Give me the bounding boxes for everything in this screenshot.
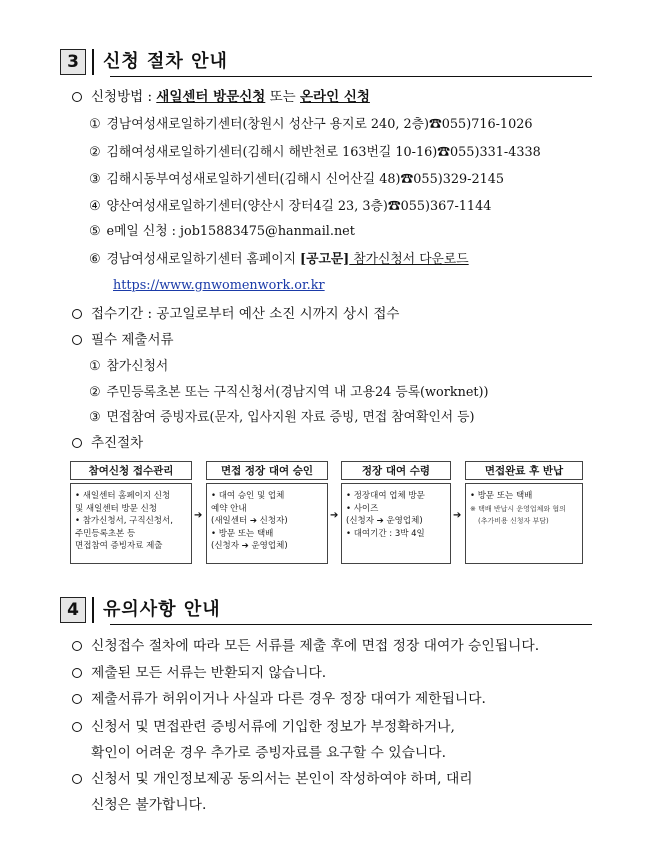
center-2: ② 김해여성새로일하기센터(김해시 해반천로 163번길 10-16)☎055)331-4338 [89, 145, 541, 160]
section-rule [110, 624, 592, 625]
flow-step-1-body: • 새일센터 홈페이지 신청 및 새일센터 방문 신청 • 참가신청서, 구직신청서, 주민등록초본 등 면접참여 증빙자료 제출 [70, 483, 192, 564]
homepage-link[interactable]: https://www.gnwomenwork.or.kr [113, 278, 325, 293]
flow-step-2-head: 면접 정장 대여 승인 [206, 461, 328, 480]
homepage-apply: ⑥ 경남여성새로일하기센터 홈페이지 [공고문] 참가신청서 다운로드 [89, 252, 469, 267]
circle-bullet-icon [72, 668, 82, 678]
docs-title: 필수 제출서류 [72, 330, 174, 350]
section-title: 신청 절차 안내 [103, 51, 228, 72]
notice-2: 제출된 모든 서류는 반환되지 않습니다. [72, 662, 326, 684]
notice-1: 신청접수 절차에 따라 모든 서류를 제출 후에 면접 정장 대여가 승인됩니다. [72, 635, 539, 657]
flow-arrow-icon: ➔ [194, 510, 203, 521]
section-3-header [60, 49, 590, 75]
apply-method [72, 87, 370, 107]
circle-bullet-icon [72, 722, 82, 732]
method-or: 또는 [265, 89, 300, 105]
period: 접수기간 : 공고일로부터 예산 소진 시까지 상시 접수 [72, 304, 399, 324]
method-visit: 새일센터 방문신청 [156, 89, 266, 105]
flow-arrow-icon: ➔ [330, 510, 339, 521]
section-number: 4 [60, 597, 86, 623]
email-apply: ⑤ e메일 신청 : job15883475@hanmail.net [89, 224, 355, 239]
flow-step-4-body: • 방문 또는 택배 ※ 택배 반납시 운영업체와 협의 (추가비용 신청자 부담) [465, 483, 583, 564]
process-title: 추진절차 [72, 433, 143, 453]
circle-bullet-icon [72, 694, 82, 704]
circle-bullet-icon [72, 309, 82, 319]
flow-step-2-body: • 대여 승인 및 업체 예약 안내 (새일센터 ➔ 신청자) • 방문 또는 택배 (신청자 ➔ 운영업체) [206, 483, 328, 564]
circle-bullet-icon [72, 438, 82, 448]
center-1: ① 경남여성새로일하기센터(창원시 성산구 용지로 240, 2층)☎055)716-1026 [89, 117, 533, 132]
section-4-header [60, 597, 590, 623]
circle-bullet-icon [72, 92, 82, 102]
flow-step-4-head: 면접완료 후 반납 [465, 461, 583, 480]
flow-step-3-body: • 정장대여 업체 방문 • 사이즈 (신청자 ➔ 운영업체) • 대여기간 : 3박 4일 [341, 483, 451, 564]
circle-bullet-icon [72, 774, 82, 784]
notice-4: 신청서 및 면접관련 증빙서류에 기입한 정보가 부정확하거나, 확인이 어려운 경우 추가로 증빙자료를 요구할 수 있습니다. [72, 714, 455, 766]
doc-2: ② 주민등록초본 또는 구직신청서(경남지역 내 고용24 등록(worknet)) [89, 385, 489, 400]
doc-3: ③ 면접참여 증빙자료(문자, 입사지원 자료 증빙, 면접 참여확인서 등) [89, 410, 475, 425]
notice-3: 제출서류가 허위이거나 사실과 다른 경우 정장 대여가 제한됩니다. [72, 688, 486, 710]
section-title: 유의사항 안내 [103, 599, 221, 620]
section-rule [110, 76, 592, 77]
circle-bullet-icon [72, 335, 82, 345]
center-4: ④ 양산여성새로일하기센터(양산시 장터4길 23, 3층)☎055)367-1144 [89, 199, 492, 214]
notice-5: 신청서 및 개인정보제공 동의서는 본인이 작성하여야 하며, 대리 신청은 불가합니다. [72, 766, 473, 818]
divider [92, 597, 94, 623]
flow-step-1-head: 참여신청 접수관리 [70, 461, 192, 480]
section-number: 3 [60, 49, 86, 75]
circle-bullet-icon [72, 641, 82, 651]
method-online: 온라인 신청 [300, 89, 370, 105]
flow-step-3-head: 정장 대여 수령 [341, 461, 451, 480]
center-3: ③ 김해시동부여성새로일하기센터(김해시 신어산길 48)☎055)329-2145 [89, 172, 505, 187]
method-label: 신청방법 : [91, 89, 157, 105]
flow-arrow-icon: ➔ [453, 510, 462, 521]
divider [92, 49, 94, 75]
doc-1: ① 참가신청서 [89, 359, 169, 374]
